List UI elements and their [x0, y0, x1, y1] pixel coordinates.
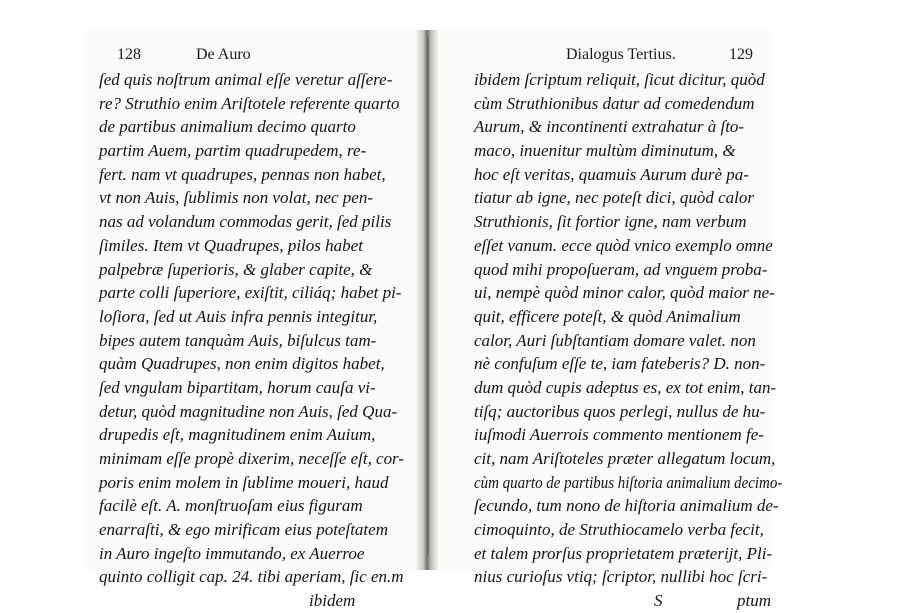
text-line: palpebræ ſuperioris, & glaber capite, &: [99, 259, 373, 279]
text-line: nè confuſum eſſe te, iam fateberis? D. non-: [474, 354, 766, 374]
text-line: cùm Struthionibus datur ad comedendum: [474, 93, 755, 113]
text-line: eſſet vanum. ecce quòd vnico exemplo omne: [474, 235, 773, 255]
text-line: ibidem ſcriptum reliquit, ſicut dicitur, quòd: [474, 70, 765, 89]
text-line: calor, Auri ſubſtantiam domare valet. non: [474, 330, 756, 350]
text-line: facilè eſt. A. monſtruoſam eius figuram: [99, 496, 363, 516]
text-line: Struthionis, ſit fortior igne, nam verbum: [474, 212, 747, 232]
text-line: minimam eſſe propè dixerim, neceſſe eſt, cor-: [99, 449, 404, 468]
text-line: cimoquinto, de Struthiocamelo verba fecit,: [474, 520, 764, 540]
text-line: dum quòd cupis adeptus es, ex tot enim, tan-: [474, 377, 777, 397]
text-line: detur, quòd magnitudine non Auis, ſed Qua-: [99, 401, 398, 421]
right-running-head: Dialogus Tertius.: [566, 46, 676, 63]
text-line: partim Auem, partim quadrupedem, re-: [99, 141, 367, 161]
text-line: fert. nam vt quadrupes, pennas non habet,: [99, 164, 386, 184]
catchword: ptum: [737, 591, 771, 611]
right-text-column: [474, 68, 782, 613]
gutter-fold-line: [427, 36, 429, 556]
text-line: maco, inuenitur multùm diminutum, &: [474, 141, 736, 161]
text-line: de partibus animalium decimo quarto: [99, 117, 356, 137]
text-line: bipes autem tanquàm Auis, biſulcus tam-: [99, 330, 377, 350]
signature-mark: S: [654, 591, 663, 611]
left-text-column: [99, 68, 404, 613]
text-line: iuſmodi Auerrois commento mentionem fe-: [474, 425, 764, 445]
text-line: quod mihi propoſueram, ad vnguem proba-: [474, 259, 768, 279]
text-line: ui, nempè quòd minor calor, quòd maior ne-: [474, 283, 775, 303]
text-line: parte colli ſuperiore, exiſtit, ciliáq; habet pi-: [99, 283, 402, 303]
right-page-number: 129: [729, 46, 753, 63]
left-running-head: De Auro: [196, 46, 251, 63]
text-line: vt non Auis, ſublimis non volat, nec pen-: [99, 188, 374, 208]
text-line: cit, nam Ariſtoteles præter allegatum locum,: [474, 449, 776, 468]
text-line: nas ad volandum commodas gerit, ſed pilis: [99, 212, 392, 232]
text-line: Aurum, & incontinenti extrahatur à ſto-: [474, 117, 745, 137]
text-line: poris enim molem in ſublime moueri, haud: [99, 472, 389, 492]
text-line: tiſq; auctoribus quos perlegi, nullus de hu-: [474, 401, 766, 421]
text-line: ſed vngulam bipartitam, horum cauſa vi-: [99, 377, 376, 397]
text-line: nius curioſus vtiq; ſcriptor, nullibi hoc ſcri-: [474, 567, 768, 587]
text-line: quàm Quadrupes, non enim digitos habet,: [99, 354, 385, 374]
text-line: quit, efficere poteſt, & quòd Animalium: [474, 306, 741, 326]
text-line: hoc eſt veritas, quamuis Aurum durè pa-: [474, 164, 749, 184]
text-line: tiatur ab igne, nec poteſt dici, quòd calor: [474, 188, 754, 208]
text-line: loſiora, ſed ut Auis infra pennis integitur,: [99, 306, 378, 326]
text-line: quinto colligit cap. 24. tibi aperiam, ſic en.m: [99, 567, 404, 587]
text-line: ſecundo, tum nono de hiſtoria animalium de-: [474, 496, 779, 516]
text-line: ſed quis noſtrum animal eſſe veretur aſſere-: [99, 70, 393, 89]
text-line: enarraſti, & ego mirificam eius poteſtatem: [99, 520, 388, 540]
text-line: ſimiles. Item vt Quadrupes, pilos habet: [99, 235, 363, 255]
text-line: drupedis eſt, magnitudinem enim Auium,: [99, 425, 376, 445]
signature-and-catchword: [474, 589, 782, 613]
text-line: et talem prorſus proprietatem præterijt, Pli-: [474, 543, 773, 563]
text-line: in Auro ingeſto immutando, ex Auerroe: [99, 543, 365, 563]
catchword: ibidem: [309, 591, 356, 611]
text-line: re? Struthio enim Ariſtotele referente quarto: [99, 93, 400, 113]
text-line: cùm quarto de partibus hiſtoria animalium decimo-: [474, 472, 783, 492]
left-page-number: 128: [117, 46, 141, 63]
